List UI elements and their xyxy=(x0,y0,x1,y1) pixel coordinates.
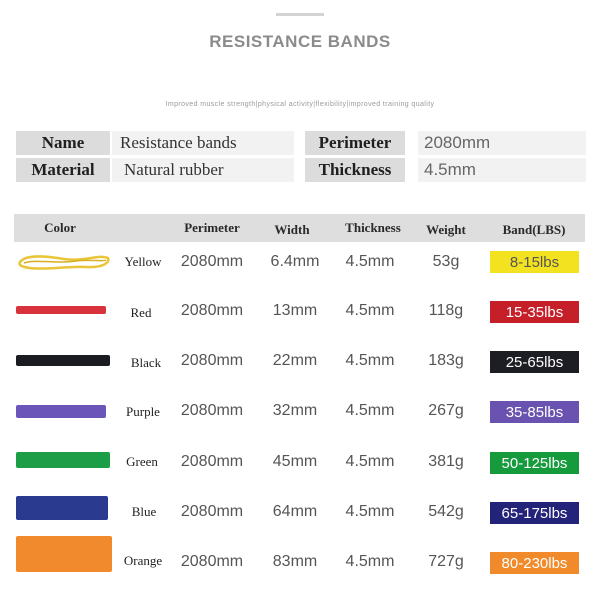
thickness-cell: 4.5mm xyxy=(345,553,395,570)
band-lbs-badge: 35-85lbs xyxy=(490,401,579,423)
red-band-image xyxy=(16,306,106,314)
weight-cell: 53g xyxy=(432,253,460,270)
table-row xyxy=(0,342,600,382)
spec-thickness-label: Thickness xyxy=(305,158,405,182)
purple-band-image xyxy=(16,405,106,418)
width-cell: 22mm xyxy=(272,352,318,369)
top-divider xyxy=(276,13,324,16)
width-cell: 45mm xyxy=(272,453,318,470)
thickness-cell: 4.5mm xyxy=(345,253,395,270)
table-header xyxy=(14,214,585,242)
weight-cell: 727g xyxy=(428,553,464,570)
table-row xyxy=(0,244,600,284)
thickness-cell: 4.5mm xyxy=(345,402,395,419)
page-title: RESISTANCE BANDS xyxy=(209,32,391,51)
width-cell: 32mm xyxy=(272,402,318,419)
color-name: Yellow xyxy=(124,254,162,269)
yellow-band-image xyxy=(16,250,112,274)
weight-cell: 118g xyxy=(428,302,464,319)
band-lbs-badge: 65-175lbs xyxy=(490,502,579,524)
width-cell: 13mm xyxy=(272,302,318,319)
page-subtitle: Improved muscle strength|physical activity|flexibility|improved training quality xyxy=(165,101,435,108)
blue-band-image xyxy=(16,496,108,520)
width-cell: 64mm xyxy=(272,503,318,520)
table-row xyxy=(0,292,600,332)
thickness-cell: 4.5mm xyxy=(345,352,395,369)
thickness-cell: 4.5mm xyxy=(345,453,395,470)
perimeter-cell: 2080mm xyxy=(180,253,244,270)
thickness-cell: 4.5mm xyxy=(345,503,395,520)
spec-name-label: Name xyxy=(16,131,110,155)
band-lbs-badge: 50-125lbs xyxy=(490,452,579,474)
table-row xyxy=(0,442,600,482)
spec-material-value: Natural rubber xyxy=(112,158,294,182)
table-row xyxy=(0,392,600,432)
band-lbs-badge: 15-35lbs xyxy=(490,301,579,323)
color-name: Green xyxy=(126,454,158,469)
color-name: Blue xyxy=(131,504,157,519)
spec-name-value: Resistance bands xyxy=(112,131,294,155)
width-cell: 83mm xyxy=(272,553,318,570)
spec-perimeter-label: Perimeter xyxy=(305,131,405,155)
spec-perimeter-value: 2080mm xyxy=(418,131,586,155)
orange-band-image xyxy=(16,536,112,572)
band-lbs-badge: 8-15lbs xyxy=(490,251,579,273)
weight-cell: 267g xyxy=(428,402,464,419)
weight-cell: 542g xyxy=(428,503,464,520)
spec-thickness-value: 4.5mm xyxy=(418,158,586,182)
table-row xyxy=(0,492,600,532)
column-header-band-lbs: Band(LBS) xyxy=(502,222,566,237)
perimeter-cell: 2080mm xyxy=(180,302,244,319)
perimeter-cell: 2080mm xyxy=(180,553,244,570)
thickness-cell: 4.5mm xyxy=(345,302,395,319)
column-header-perimeter: Perimeter xyxy=(184,220,240,235)
black-band-image xyxy=(16,355,110,366)
weight-cell: 381g xyxy=(428,453,464,470)
column-header-weight: Weight xyxy=(426,222,466,237)
perimeter-cell: 2080mm xyxy=(180,503,244,520)
weight-cell: 183g xyxy=(428,352,464,369)
perimeter-cell: 2080mm xyxy=(180,402,244,419)
column-header-thickness: Thickness xyxy=(345,220,401,235)
color-name: Red xyxy=(130,305,152,320)
spec-material-label: Material xyxy=(16,158,110,182)
green-band-image xyxy=(16,452,110,468)
band-lbs-badge: 80-230lbs xyxy=(490,552,579,574)
perimeter-cell: 2080mm xyxy=(180,352,244,369)
width-cell: 6.4mm xyxy=(270,253,320,270)
column-header-color: Color xyxy=(44,220,76,235)
band-lbs-badge: 25-65lbs xyxy=(490,351,579,373)
color-name: Purple xyxy=(126,404,160,419)
column-header-width: Width xyxy=(274,222,310,237)
color-name: Orange xyxy=(123,553,163,568)
perimeter-cell: 2080mm xyxy=(180,453,244,470)
color-name: Black xyxy=(130,355,162,370)
table-row xyxy=(0,536,600,576)
